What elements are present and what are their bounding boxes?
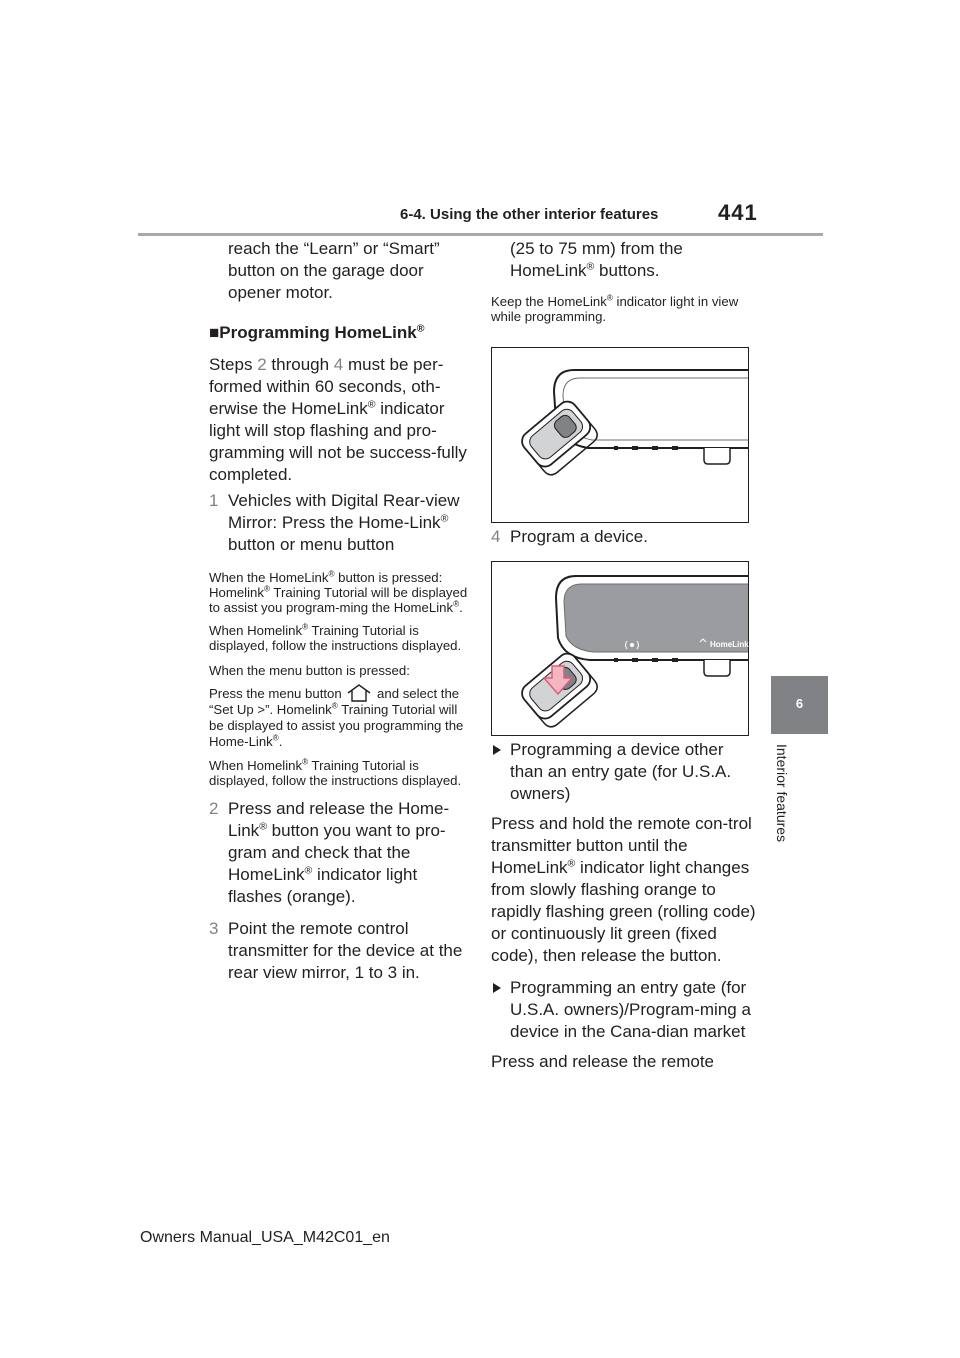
chapter-label-text: Interior features: [774, 744, 790, 843]
paragraph-press-hold: [491, 813, 756, 967]
paragraph-text: indicator light changes from slowly flashing orange to rapidly flashing green (rolling code) or continuously lit green (fixed code), then release the button.: [491, 858, 756, 965]
step-text: button or menu button: [228, 535, 395, 554]
step-text: Vehicles with Digital Rear-view Mirror: Press the Home-Link: [228, 491, 460, 532]
reg-mark: ®: [586, 260, 595, 273]
note-text: .: [278, 734, 283, 749]
intro-text: must be per-formed within 60 seconds, oth-erwise the HomeLink: [209, 355, 444, 418]
bullet-text: Programming an entry gate (for U.S.A. owners)/Program-ming a device in the Cana-dian market: [510, 978, 751, 1041]
step-text: Press and release the Home-Link: [228, 799, 450, 840]
continuation-text: reach the “Learn” or “Smart” button on the garage door opener motor.: [228, 239, 440, 302]
step-text: button you want to pro-gram and check that the HomeLink: [228, 821, 446, 884]
note-text: button is pressed:: [334, 570, 443, 585]
reg-mark: ®: [367, 398, 376, 411]
intro-paragraph: [209, 354, 474, 486]
reg-mark: ®: [263, 584, 270, 594]
reg-mark: ®: [304, 864, 313, 877]
note-text: Homelink: [209, 585, 264, 600]
section-title: 6-4. Using the other interior features: [400, 206, 659, 223]
step-ref: 2: [257, 355, 267, 374]
step-1: [209, 490, 474, 556]
note-tutorial-displayed-2: [209, 758, 474, 788]
step-2: [209, 798, 474, 908]
note-text: When Homelink: [209, 758, 303, 773]
chapter-number: 6: [795, 696, 804, 711]
step-3: [209, 918, 474, 984]
triangle-bullet-icon: [493, 983, 501, 993]
note-text: and select the “Set Up >”. Homelink: [209, 686, 460, 717]
figure-mirror-transmitter: [491, 347, 749, 523]
reg-mark: ®: [302, 622, 309, 632]
note-keep-indicator: [491, 294, 756, 324]
note-menu-instructions: [209, 684, 474, 750]
intro-text: through: [266, 355, 334, 374]
section-heading: [209, 322, 474, 344]
header-rule: [138, 233, 823, 236]
reg-mark: ®: [302, 757, 309, 767]
footer-text: Owners Manual_USA_M42C01_en: [140, 1229, 390, 1246]
bullet-entry-gate: [491, 977, 756, 1043]
reg-mark: ®: [416, 322, 425, 335]
note-text: .: [459, 600, 463, 615]
reg-mark: ®: [328, 569, 335, 579]
mirror-illustration: [492, 348, 748, 522]
triangle-bullet-icon: [493, 745, 501, 755]
intro-text: Steps: [209, 355, 258, 374]
paragraph-press-release: Press and release the remote: [491, 1052, 715, 1071]
note-menu-pressed: When the menu button is pressed:: [209, 663, 410, 678]
step-ref: 4: [333, 355, 344, 374]
note-text: Press the menu button: [209, 686, 346, 701]
continuation-part: buttons.: [594, 261, 660, 280]
note-text: Keep the HomeLink: [491, 294, 607, 309]
step-number: 3: [209, 919, 219, 938]
page-number: 441: [718, 200, 758, 225]
heading-text: Programming HomeLink: [219, 323, 417, 342]
step-text: indicator light flashes (orange).: [228, 865, 418, 906]
paragraph-text: Press and hold the remote con-trol transmitter button until the HomeLink: [491, 814, 752, 877]
reg-mark: ®: [259, 820, 267, 833]
reg-mark: ®: [272, 733, 279, 743]
note-text: Training Tutorial is displayed, follow the instructions displayed.: [209, 758, 462, 788]
step-number: 2: [209, 799, 219, 818]
reg-mark: ®: [453, 599, 460, 609]
note-homelink-pressed: [209, 570, 474, 615]
note-text: Training Tutorial is displayed, follow the instructions displayed.: [209, 623, 462, 653]
step-text: Point the remote control transmitter for the device at the rear view mirror, 1 to 3 in.: [228, 919, 463, 982]
reg-mark: ®: [331, 701, 338, 711]
reg-mark: ®: [440, 512, 449, 525]
continuation-part: (25 to 75 mm) from the HomeLink: [510, 239, 683, 280]
home-icon: [345, 684, 373, 702]
heading-bullet: ■: [209, 323, 220, 342]
note-text: Training Tutorial will be displayed to assist you programming the Home-Link: [209, 702, 464, 749]
chapter-label: [768, 744, 792, 864]
right-column-lower: [491, 739, 756, 1073]
figure-program-device: [491, 561, 749, 736]
right-column: [491, 238, 756, 324]
note-text: Training Tutorial will be displayed to assist you program-ming the HomeLink: [209, 585, 468, 615]
note-tutorial-displayed: [209, 623, 474, 653]
note-text: When the HomeLink: [209, 570, 329, 585]
note-text: When Homelink: [209, 623, 303, 638]
note-text: indicator light in view while programming.: [491, 294, 739, 324]
intro-text: indicator light will stop flashing and pro-gramming will not be success-fully completed.: [209, 399, 467, 484]
bullet-other-than-gate: [491, 739, 756, 805]
bullet-text: Programming a device other than an entry gate (for U.S.A. owners): [510, 740, 732, 803]
reg-mark: ®: [606, 293, 613, 303]
step-number: 4: [491, 527, 501, 546]
homelink-display-label: HomeLink: [710, 640, 749, 649]
continuation-text: [491, 238, 756, 282]
step-4: [491, 526, 775, 548]
reg-mark: ®: [567, 857, 576, 870]
step-text: Program a device.: [510, 527, 648, 546]
step-number: 1: [209, 491, 219, 510]
left-column: [209, 238, 474, 984]
